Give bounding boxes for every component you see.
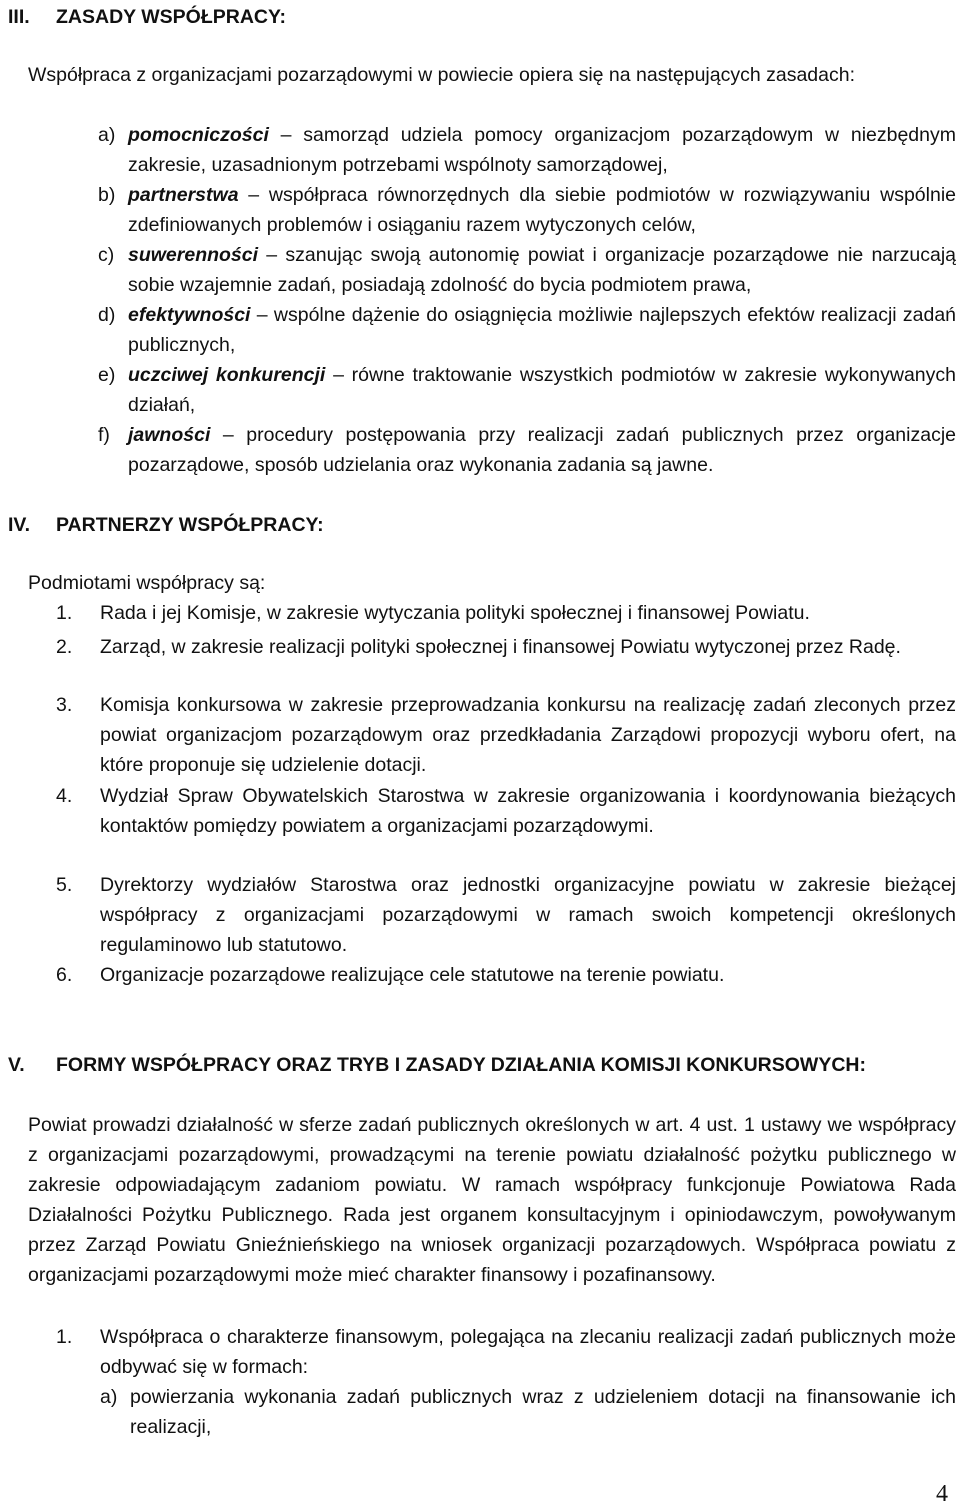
section-3-intro: Współpraca z organizacjami pozarządowymi w powiecie opiera się na następujących zasadach: bbox=[28, 64, 855, 86]
partner-item: Dyrektorzy wydziałów Starostwa oraz jednostki organizacyjne powiatu w zakresie bieżącej współpracy z organizacjami pozarządowymi w ramach swoich kompetencji określonych regulaminowo lub statutowo. bbox=[100, 874, 956, 956]
principle-text: procedury postępowania przy realizacji zadań publicznych przez organizacje pozarządowe, sposób udzielania oraz wykonania zadania są jawne. bbox=[128, 424, 957, 476]
principle-marker: a) bbox=[98, 124, 116, 146]
subform-marker: a) bbox=[100, 1386, 118, 1408]
partner-item: Organizacje pozarządowe realizujące cele statutowe na terenie powiatu. bbox=[100, 964, 725, 986]
form-marker: 1. bbox=[56, 1326, 73, 1348]
section-3-title: ZASADY WSPÓŁPRACY: bbox=[56, 6, 287, 28]
page-number: 4 bbox=[936, 1481, 948, 1507]
principle-item: jawności – procedury postępowania przy realizacji zadań publicznych przez organizacje pozarządowe, sposób udzielania oraz wykonania zadania są jawne. bbox=[128, 424, 957, 476]
principle-item: pomocniczości – samorząd udziela pomocy organizacjom pozarządowym w niezbędnym zakresie, uzasadnionym potrzebami wspólnoty samorządowej, bbox=[128, 124, 956, 176]
principle-text: szanując swoją autonomię powiat i organizacje pozarządowe nie narzucają sobie wzajemnie zadań, posiadają zdolność do bycia podmiotem prawa, bbox=[128, 244, 957, 296]
principle-text: równe traktowanie wszystkich podmiotów w zakresie wykonywanych działań, bbox=[128, 364, 956, 416]
partner-item: Wydział Spraw Obywatelskich Starostwa w zakresie organizowania i koordynowania bieżących kontaktów pomiędzy powiatem a organizacjami pozarządowymi. bbox=[100, 785, 956, 837]
principle-marker: c) bbox=[98, 244, 115, 266]
principle-term: suwerenności bbox=[128, 244, 259, 266]
partner-item: Rada i jej Komisje, w zakresie wytyczania polityki społecznej i finansowej Powiatu. bbox=[100, 602, 810, 624]
principle-marker: b) bbox=[98, 184, 116, 206]
principle-term: uczciwej konkurencji bbox=[128, 364, 326, 386]
principle-term: jawności bbox=[128, 424, 211, 446]
principle-item: efektywności – wspólne dążenie do osiągnięcia możliwie najlepszych efektów realizacji zadań publicznych, bbox=[128, 304, 957, 356]
principle-marker: f) bbox=[98, 424, 110, 446]
section-5-title: FORMY WSPÓŁPRACY ORAZ TRYB I ZASADY DZIAŁANIA KOMISJI KONKURSOWYCH: bbox=[56, 1054, 866, 1076]
partner-marker: 4. bbox=[56, 785, 73, 807]
section-4-title: PARTNERZY WSPÓŁPRACY: bbox=[56, 514, 324, 536]
principle-item: uczciwej konkurencji – równe traktowanie wszystkich podmiotów w zakresie wykonywanych działań, bbox=[128, 364, 956, 416]
section-5-heading bbox=[8, 1050, 866, 1080]
partner-item: Komisja konkursowa w zakresie przeprowadzania konkursu na realizację zadań zleconych przez powiat organizacjom pozarządowym oraz przedkładania Zarządowi propozycji wyboru ofert, na które proponuje się udzielenie dotacji. bbox=[100, 694, 956, 776]
principle-marker: d) bbox=[98, 304, 116, 326]
principle-marker: e) bbox=[98, 364, 116, 386]
section-4-number: IV. bbox=[8, 514, 31, 536]
partner-marker: 5. bbox=[56, 874, 73, 896]
section-4-intro: Podmiotami współpracy są: bbox=[28, 572, 266, 594]
principle-term: efektywności bbox=[128, 304, 251, 326]
section-5-number: V. bbox=[8, 1054, 25, 1076]
principle-text: współpraca równorzędnych dla siebie podmiotów w rozwiązywaniu wspólnie zdefiniowanych problemów i osiąganiu razem wytyczonych celów, bbox=[128, 184, 956, 236]
subform-item: powierzania wykonania zadań publicznych wraz z udzieleniem dotacji na finansowanie ich realizacji, bbox=[130, 1386, 956, 1438]
partner-item: Zarząd, w zakresie realizacji polityki społecznej i finansowej Powiatu wytyczonej przez Radę. bbox=[100, 636, 901, 658]
principle-text: samorząd udziela pomocy organizacjom pozarządowym w niezbędnym zakresie, uzasadnionym potrzebami wspólnoty samorządowej, bbox=[128, 124, 956, 176]
section-3-heading bbox=[8, 2, 286, 32]
partner-marker: 3. bbox=[56, 694, 73, 716]
principle-text: wspólne dążenie do osiągnięcia możliwie najlepszych efektów realizacji zadań publicznych, bbox=[128, 304, 957, 356]
section-3-number: III. bbox=[8, 6, 30, 28]
principle-item: suwerenności – szanując swoją autonomię powiat i organizacje pozarządowe nie narzucają sobie wzajemnie zadań, posiadają zdolność do bycia podmiotem prawa, bbox=[128, 244, 957, 296]
section-5-intro: Powiat prowadzi działalność w sferze zadań publicznych określonych w art. 4 ust. 1 ustawy we współpracy z organizacjami pozarządowymi, prowadzącymi na terenie powiatu działalność pożytku publicznego w zakresie odpowiadającym zadaniom powiatu. W ramach współpracy funkcjonuje Powiatowa Rada Działalności Pożytku Publicznego. Rada jest organem konsultacyjnym i opiniodawczym, powoływanym przez Zarząd Powiatu Gnieźnieńskiego na wniosek organizacji pozarządowych. Współpraca powiatu z organizacjami pozarządowymi może mieć charakter finansowy i pozafinansowy. bbox=[28, 1114, 956, 1286]
partner-marker: 6. bbox=[56, 964, 73, 986]
partner-marker: 1. bbox=[56, 602, 73, 624]
form-item: Współpraca o charakterze finansowym, polegająca na zlecaniu realizacji zadań publicznych może odbywać się w formach: bbox=[100, 1326, 956, 1378]
principle-item: partnerstwa – współpraca równorzędnych dla siebie podmiotów w rozwiązywaniu wspólnie zdefiniowanych problemów i osiąganiu razem wytyczonych celów, bbox=[128, 184, 956, 236]
section-4-heading bbox=[8, 510, 324, 540]
principle-term: pomocniczości bbox=[128, 124, 269, 146]
principle-term: partnerstwa bbox=[128, 184, 239, 206]
partner-marker: 2. bbox=[56, 636, 73, 658]
